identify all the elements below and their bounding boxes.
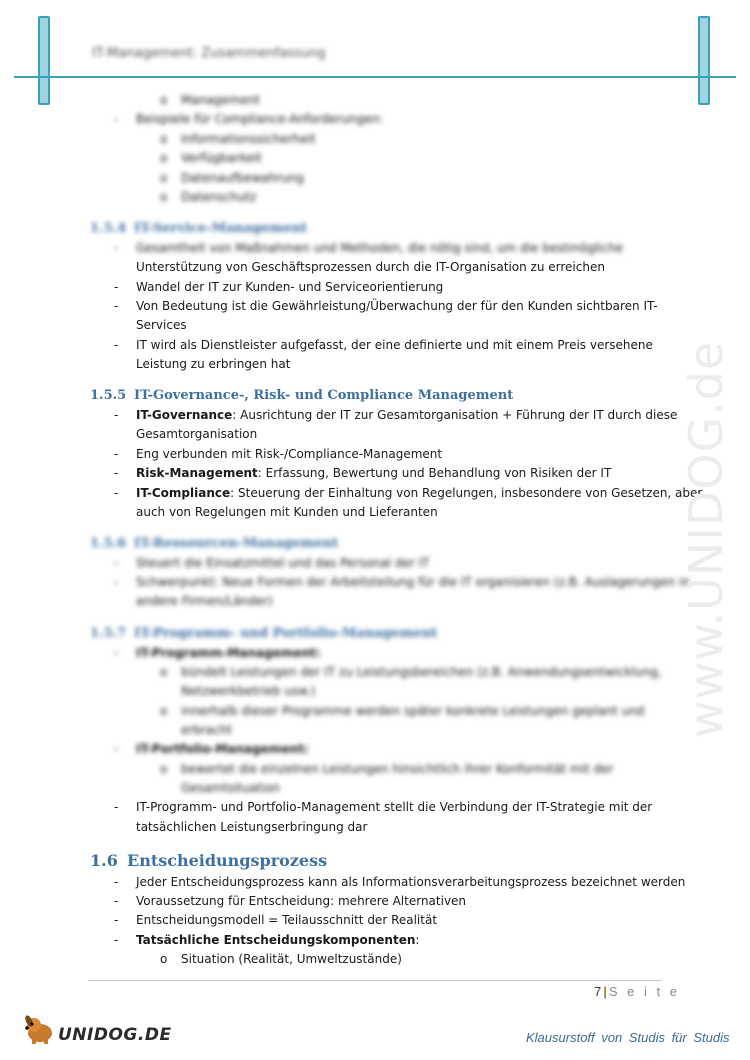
watermark-text: www.UNIDOG.de [679,340,733,738]
list-item: Entscheidungsmodell = Teilausschnitt der Realität [136,913,438,927]
sub-bullet: o [160,704,168,718]
list-item-continuation: andere Firmen/Länder) [136,594,273,608]
bullet-dash: - [114,800,119,814]
section-heading-1-5-6: 1.5.6 IT-Ressourcen-Management [90,536,339,551]
sub-bullet: o [160,762,168,776]
list-item: Datenschutz [181,190,257,204]
bullet-dash: - [114,575,119,589]
list-item: IT-Programm-Management: [136,646,321,660]
bullet-dash: - [114,486,119,500]
list-item-continuation: Unterstützung von Geschäftsprozessen durch die IT-Organisation zu erreichen [136,260,605,274]
list-item-continuation: tatsächlichen Leistungserbringung dar [136,820,368,834]
list-item: Eng verbunden mit Risk-/Compliance-Management [136,447,443,461]
section-heading-1-5-4: 1.5.4 IT-Service-Management [90,221,308,236]
list-item: Gesamtheit von Maßnahmen und Methoden, die nötig sind, um die bestmögliche [136,241,624,255]
list-item: Jeder Entscheidungsprozess kann als Informationsverarbeitungsprozess bezeichnet werden [136,875,686,889]
list-item: Verfügbarkeit [181,151,262,165]
list-item: Voraussetzung für Entscheidung: mehrere Alternativen [136,894,467,908]
bullet-dash: - [114,742,119,756]
list-item: IT-Programm- und Portfolio-Management stellt die Verbindung der IT-Strategie mit der [136,800,653,814]
sub-bullet: o [160,952,168,966]
list-item: Risk-Management: Erfassung, Bewertung und Behandlung von Risiken der IT [136,466,612,480]
list-item: Tatsächliche Entscheidungskomponenten: [136,933,420,947]
list-item: Datenaufbewahrung [181,171,305,185]
header-rule [14,76,736,78]
list-item-continuation: Leistung zu erbringen hat [136,357,291,371]
bullet-dash: - [114,280,119,294]
list-item: Schwerpunkt: Neue Formen der Arbeitsteilung für die IT organisieren (z.B. Auslagerungen in [136,575,690,589]
list-item-continuation: Gesamtorganisation [136,427,258,441]
list-item: IT-Governance: Ausrichtung der IT zur Gesamtorganisation + Führung der IT durch diese [136,408,678,422]
bullet-dash: - [114,894,119,908]
sub-bullet: o [160,132,168,146]
bullet-dash: - [114,933,119,947]
sub-bullet: o [160,151,168,165]
page-number: 7 | S e i t e [594,984,680,999]
list-item: bewertet die einzelnen Leistungen hinsichtlich ihrer Konformität mit der [181,762,614,776]
bullet-dash: - [114,466,119,480]
list-item: IT-Compliance: Steuerung der Einhaltung von Regelungen, insbesondere von Gesetzen, aber [136,486,703,500]
bullet-dash: - [114,241,119,255]
list-item: Informationssicherheit [181,132,316,146]
list-item-continuation: Services [136,318,187,332]
list-item: IT wird als Dienstleister aufgefasst, der eine definierte und mit einem Preis versehene [136,338,653,352]
list-item: Wandel der IT zur Kunden- und Serviceorientierung [136,280,444,294]
sub-bullet: o [160,171,168,185]
sub-bullet: o [160,93,168,107]
section-heading-1-6: 1.6 Entscheidungsprozess [90,851,328,870]
sub-bullet: o [160,665,168,679]
list-item-continuation: erbracht [181,723,233,737]
footer-slogan: Klausurstoff von Studis für Studis [526,1030,730,1045]
header-right-bar [698,16,710,105]
bullet-dash: - [114,875,119,889]
footer-rule [88,980,662,981]
list-item: IT-Portfolio-Management: [136,742,309,756]
section-heading-1-5-7: 1.5.7 IT-Programm- und Portfolio-Management [90,626,438,641]
list-item: innerhalb dieser Programme werden später konkrete Leistungen geplant und [181,704,645,718]
list-item: Beispiele für Compliance-Anforderungen: [136,112,384,126]
section-heading-1-5-5: 1.5.5 IT-Governance-, Risk- und Compliance Management [90,388,514,403]
list-item: bündelt Leistungen der IT zu Leistungsbereichen (z.B. Anwendungsentwicklung, [181,665,662,679]
bullet-dash: - [114,447,119,461]
list-item: Management [181,93,261,107]
list-item-continuation: Netzwerkbetrieb usw.) [181,684,316,698]
bullet-dash: - [114,646,119,660]
list-item: Steuert die Einsatzmittel und das Personal der IT [136,556,430,570]
list-item-continuation: auch von Regelungen mit Kunden und Lieferanten [136,505,438,519]
bullet-dash: - [114,408,119,422]
header-title: IT-Management: Zusammenfassung [92,46,326,61]
sub-bullet: o [160,190,168,204]
list-item: Von Bedeutung ist die Gewährleistung/Überwachung der für den Kunden sichtbaren IT- [136,299,658,313]
bullet-dash: - [114,913,119,927]
list-item: Situation (Realität, Umweltzustände) [181,952,402,966]
watermark [664,268,744,738]
bullet-dash: - [114,556,119,570]
bullet-dash: - [114,112,119,126]
header-left-bar [38,16,50,105]
list-item-continuation: Gesamtsituation [181,781,280,795]
bullet-dash: - [114,299,119,313]
logo-text: UNIDOG.DE [58,1025,172,1045]
bullet-dash: - [114,338,119,352]
dog-logo-icon [22,1013,58,1045]
